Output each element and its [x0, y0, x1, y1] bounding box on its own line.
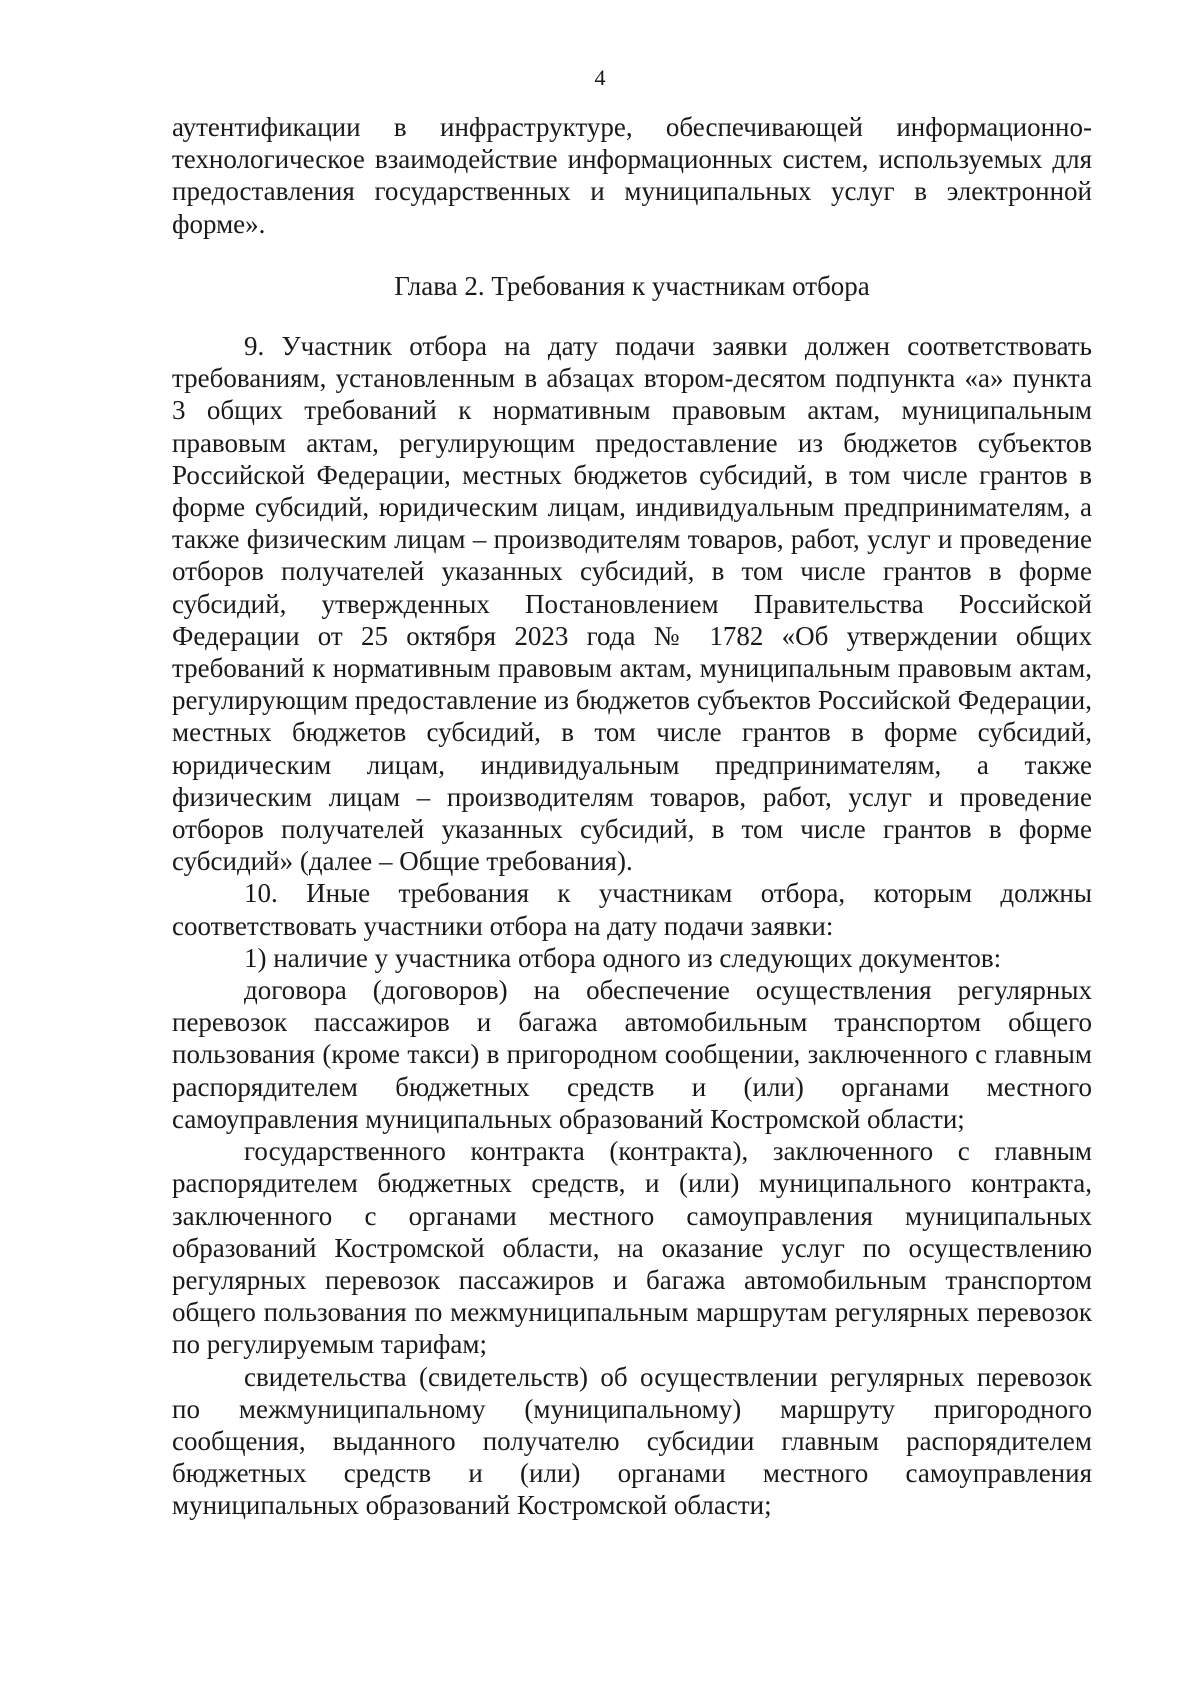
paragraph-9: 9. Участник отбора на дату подачи заявки должен соответствовать требованиям, установленным в абзацах втором-десятом подпункта «а» пункта 3 общих требований к нормативным правовым актам, муниципальным правовым актам, регулирующим предоставление из бюджетов субъектов Российской Федерации, местных бюджетов субсидий, в том числе грантов в форме субсидий, юридическим лицам, индивидуальным предпринимателям, а также физическим лицам – производителям товаров, работ, услуг и проведение отборов получателей указанных субсидий, в том числе грантов в форме субсидий, утвержденных Постановлением Правительства Российской Федерации от 25 октября 2023 года № 1782 «Об утверждении общих требований к нормативным правовым актам, муниципальным правовым актам, регулирующим предоставление из бюджетов субъектов Российской Федерации, местных бюджетов субсидий, в том числе грантов в форме субсидий, юридическим лицам, индивидуальным предпринимателям, а также физическим лицам – производителям товаров, работ, услуг и проведение отборов получателей указанных субсидий, в том числе грантов в форме субсидий» (далее – Общие требования). — [172, 331, 1092, 877]
document-type-certificate: свидетельства (свидетельств) об осуществлении регулярных перевозок по межмуниципальному (муниципальному) маршруту пригородного сообщения, выданного получателю субсидии главным распорядителем бюджетных средств и (или) органами местного самоуправления муниципальных образований Костромской области; — [172, 1361, 1092, 1521]
page-number: 4 — [594, 65, 606, 90]
intro-paragraph: аутентификации в инфраструктуре, обеспечивающей информационно-технологическое взаимодействие информационных систем, используемых для предоставления государственных и муниципальных услуг в электронной форме». — [172, 112, 1092, 239]
document-type-state-contract: государственного контракта (контракта), заключенного с главным распорядителем бюджетных средств, и (или) муниципального контракта, заключенного с органами местного самоуправления муниципальных образований Костромской области, на оказание услуг по осуществлению регулярных перевозок пассажиров и багажа автомобильным транспортом общего пользования по межмуниципальным маршрутам регулярных перевозок по регулируемым тарифам; — [172, 1136, 1092, 1360]
paragraph-10: 10. Иные требования к участникам отбора, которым должны соответствовать участники отбора на дату подачи заявки: — [172, 878, 1092, 941]
list-item-1: 1) наличие у участника отбора одного из следующих документов: — [244, 942, 1002, 973]
document-body — [172, 111, 1092, 1522]
chapter-heading: Глава 2. Требования к участникам отбора — [394, 270, 870, 301]
document-type-contract: договора (договоров) на обеспечение осуществления регулярных перевозок пассажиров и багажа автомобильным транспортом общего пользования (кроме такси) в пригородном сообщении, заключенного с главным распорядителем бюджетных средств и (или) органами местного самоуправления муниципальных образований Костромской области; — [172, 975, 1092, 1134]
